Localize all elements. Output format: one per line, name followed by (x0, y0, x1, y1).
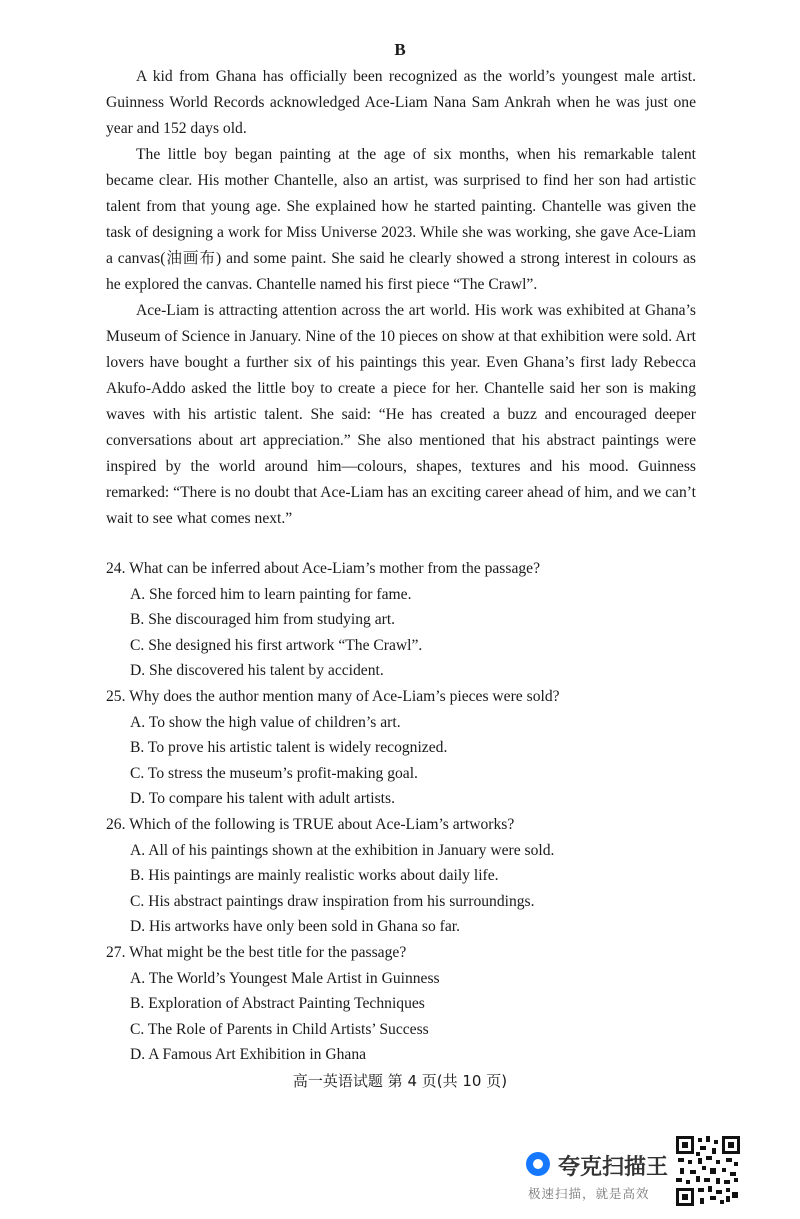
passage-paragraph-3: Ace-Liam is attracting attention across the art world. His work was exhibited at Ghana’s Museum of Science in January. Nine of the 10 pieces on show at that exhibition were sold. Art lovers have bought a further six of his paintings this year. Even Ghana’s first lady Rebecca Akufo-Addo asked the little boy to create a piece for her. Chantelle said her son is making waves with his artistic talent. She said: “He has created a buzz and encouraged deeper conversations about art appreciation.” She also mentioned that his abstract paintings were inspired by the world around him—colours, shapes, textures and his mood. Guinness remarked: “There is no doubt that Ace-Liam has an exciting career ahead of him, and we can’t wait to see what comes next.” (106, 302, 696, 527)
question-stem: 27. What might be the best title for the passage? (106, 943, 407, 961)
option-c: C. His abstract paintings draw inspiration from his surroundings. (130, 892, 535, 910)
option-b: B. Exploration of Abstract Painting Techniques (130, 995, 425, 1013)
option-d: D. To compare his talent with adult artists. (130, 790, 395, 808)
question-stem: 24. What can be inferred about Ace-Liam’s mother from the passage? (106, 560, 541, 577)
option-c: C. The Role of Parents in Child Artists’ Success (130, 1020, 429, 1038)
option-a: A. All of his paintings shown at the exhibition in January were sold. (130, 841, 555, 859)
question-stem: 25. Why does the author mention many of Ace-Liam’s pieces were sold? (106, 687, 560, 705)
question-27 (106, 940, 706, 1068)
scanner-app-name: 夸克扫描王 (558, 1155, 669, 1180)
scanner-tagline: 极速扫描，就是高效 (528, 1186, 650, 1201)
option-b: B. To prove his artistic talent is widely recognized. (130, 739, 448, 757)
scanner-watermark (524, 1146, 674, 1206)
passage-paragraph-1: A kid from Ghana has officially been recognized as the world’s youngest male artist. Guinness World Records acknowledged Ace-Liam Nana Sam Ankrah when he was just one year and 152 days old. (106, 68, 696, 137)
reading-passage (106, 64, 696, 532)
question-26 (106, 812, 706, 940)
option-b: B. She discouraged him from studying art. (130, 611, 396, 629)
qr-code-icon (676, 1136, 740, 1206)
section-title: B (394, 40, 406, 59)
page-footer: 高一英语试题 第 4 页(共 10 页) (292, 1072, 508, 1090)
option-b: B. His paintings are mainly realistic works about daily life. (130, 867, 499, 885)
quark-logo-icon (526, 1152, 550, 1176)
question-stem: 26. Which of the following is TRUE about Ace-Liam’s artworks? (106, 815, 515, 833)
question-list (106, 556, 706, 1068)
option-d: D. She discovered his talent by accident. (130, 662, 384, 680)
question-24 (106, 556, 706, 684)
option-d: D. His artworks have only been sold in Ghana so far. (130, 918, 460, 936)
question-25 (106, 684, 706, 812)
passage-paragraph-2: The little boy began painting at the age of six months, when his remarkable talent became clear. His mother Chantelle, also an artist, was surprised to find her son had artistic talent from that young age. She explained how he started painting. Chantelle was given the task of designing a work for Miss Universe 2023. While she was working, she gave Ace-Liam a canvas(油画布) and some paint. She said he clearly showed a strong interest in colours as he explored the canvas. Chantelle named his first piece “The Crawl”. (106, 146, 696, 293)
option-a: A. To show the high value of children’s art. (130, 713, 401, 731)
option-c: C. She designed his first artwork “The Crawl”. (130, 636, 423, 654)
option-d: D. A Famous Art Exhibition in Ghana (130, 1046, 367, 1064)
option-a: A. She forced him to learn painting for fame. (130, 585, 412, 603)
option-a: A. The World’s Youngest Male Artist in Guinness (130, 969, 440, 987)
option-c: C. To stress the museum’s profit-making goal. (130, 764, 418, 782)
